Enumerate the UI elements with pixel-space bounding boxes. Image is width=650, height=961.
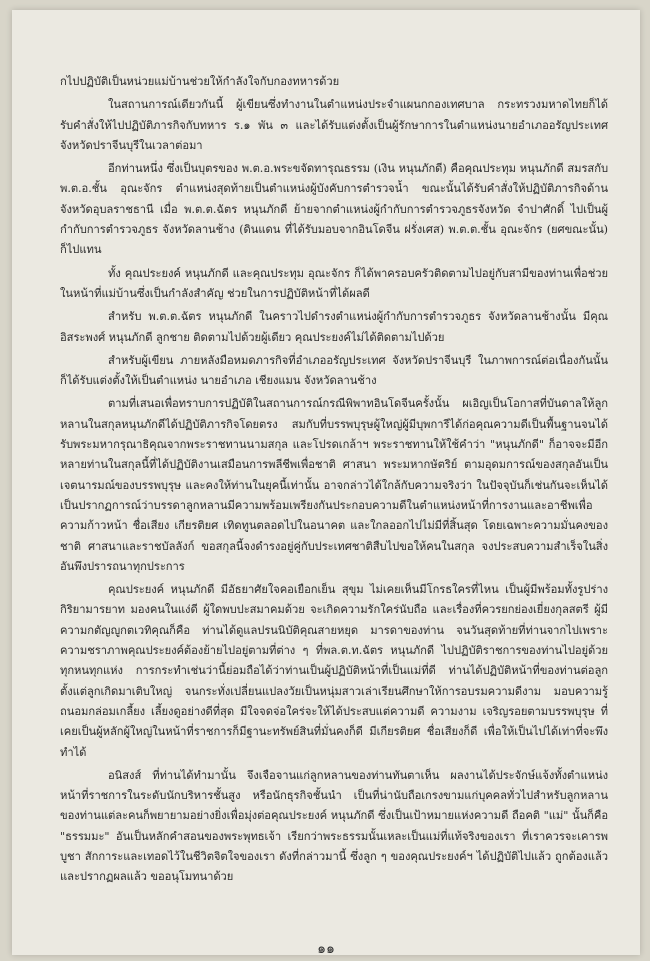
page-number: ๑๑ xyxy=(317,941,335,957)
paragraph-2: ในสถานการณ์เดียวกันนี้ ผู้เขียนซึ่งทำงานในตำแหน่งประจำแผนกกองเทศบาล กระทรวงมหาดไทยก็ได้รับคำสั่งให้ไปปฏิบัติภารกิจกับทหาร ร.๑ พัน ๓ และได้รับแต่งตั้งเป็นผู้รักษาการในตำแหน่งนายอำเภออรัญประเทศ จังหวัดปราจีนบุรีในเวลาต่อมา xyxy=(60,98,608,152)
paragraph-6: สำหรับผู้เขียน ภายหลังมือหมดภารกิจที่อำเภออรัญประเทศ จังหวัดปราจีนบุรี ในภาพการณ์ต่อเนื่องกันนั้น ก็ได้รับแต่งตั้งให้เป็นตำแหน่ง นายอำเภอ เชียงแมน จังหวัดลานช้าง xyxy=(60,353,608,388)
paragraph-5: สำหรับ พ.ต.ต.ฉัตร หนุนภักดี ในคราวไปดำรงตำแหน่งผู้กำกับการตำรวจภูธร จังหวัดลานช้างนั้น มีคุณอิสระพงศ์ หนุนภักดี ลูกชาย ติดตามไปด้วยผู้เดียว คุณประยงค์ไม่ได้ติดตามไปด้วย xyxy=(60,310,608,344)
document-page xyxy=(12,10,640,955)
paragraph-3: อีกท่านหนึ่ง ซึ่งเป็นบุตรของ พ.ต.อ.พระขจัดทารุณธรรม (เงิน หนุนภักดี) คือคุณประทุม หนุนภักดี สมรสกับ พ.ต.อ.ชั้น อุณะจักร ตำแหน่งสุดท้ายเป็นตำแหน่งผู้บังคับการตำรวจน้ำ ขณะนั้นได้รับคำสั่งให้ปฏิบัติภารกิจด้านจังหวัดอุบลราชธานี เมื่อ พ.ต.ต.ฉัตร หนุนภักดี ย้ายจากตำแหน่งผู้กำกับการตำรวจภูธรจังหวัด จำปาศักดิ์ ไปเป็นผู้กำกับการตำรวจภูธร จังหวัดลานช้าง (ดินแดน ที่ได้รับมอบจากอินโดจีน ฝรั่งเศส) พ.ต.ต.ชั้น อุณะจักร (ยศขณะนั้น) ก็ไปแทน xyxy=(60,162,608,257)
paragraph-7: ตามที่เสนอเพื่อทราบการปฏิบัติในสถานการณ์กรณีพิพาทอินโดจีนครั้งนั้น ผเอิญเป็นโอกาสที่บันดาลให้ลูกหลานในสกุลหนุนภักดีได้ปฏิบัติภารกิจโดยตรง สมกับที่บรรพบุรุษผู้ใหญ่ผู้มีบุพการีได้ก่อคุณความดีเป็นพื้นฐานจนได้รับพระมหากรุณาธิคุณจากพระราชทานนามสกุล และโปรดเกล้าฯ พระราชทานให้ใช้คำว่า "หนุนภักดี" ก็อาจจะมีอีกหลายท่านในสกุลนี้ที่ได้ปฏิบัติงานเสมือนการพลีชีพเพื่อชาติ ศาสนา พระมหากษัตริย์ ตามอุดมการณ์ของสกุลอันเป็นเจตนารมณ์ของบรรพบุรุษ และคงให้ท่านในยุคนี้เท่านั้น อาจกล่าวได้ใกล้กับความจริงว่า ในปัจจุบันก็เช่นกันจะเห็นได้เป็นปรากฏการณ์ว่าบรรดาลูกหลานมีความพร้อมเพรียงกันประกอบความดีในตำแหน่งหน้าที่การงานและอาชีพเพื่อความก้าวหน้า ชื่อเสียง เกียรติยศ เทิดทูนตลอดไปในอนาคต และใกลออกไปไม่มีที่สิ้นสุด โดยเฉพาะความมั่นคงของชาติ ศาสนาและราชบัลลังก์ ขอสกุลนี้จงดำรงอยู่คู่กับประเทศชาติสืบไปขอให้คนในสกุล จงประสบความสำเร็จในสิ่งอันพึงปรารถนาทุกประการ xyxy=(60,397,608,573)
paragraph-9: อนิสงส์ ที่ท่านได้ทำมานั้น จึงเจือจานแก่ลูกหลานของท่านทันตาเห็น ผลงานได้ประจักษ์แจ้งทั้งตำแหน่งหน้าที่ราชการในระดับนักบริหารชั้นสูง หรือนักธุรกิจชั้นนำ เป็นที่น่านับถือเกรงขามแก่บุคคลทั่วไปสำหรับลูกหลานของท่านแต่ละคนก็พยายามอย่างยิ่งเพื่อมุ่งต่อคุณประยงค์ หนุนภักดี ซึ่งเป็นเป้าหมายแห่งความดี ถือคติ "แม่" นั้นก็คือ "ธรรมมะ" อันเป็นหลักคำสอนของพระพุทธเจ้า เรียกว่าพระธรรมนั้นเหละเป็นแม่ที่แท้จริงของเรา ที่เราควรจะเคารพบูชา สักการะและเทอดไว้ในชีวิตจิตใจของเรา ดังที่กล่าวมานี้ ซึ่งลูก ๆ ของคุณประยงค์ฯ ได้ปฏิบัติไปแล้ว ถูกต้องแล้ว และปรากฏผลแล้ว ขออนุโมทนาด้วย xyxy=(60,768,608,884)
paragraph-1: กไปปฏิบัติเป็นหน่วยแม่บ้านช่วยให้กำลังใจกับกองทหารด้วย xyxy=(60,75,340,88)
paragraph-8: คุณประยงค์ หนุนภักดี มีอัธยาศัยใจคอเยือกเย็น สุขุม ไม่เคยเห็นมีโกรธใครที่ไหน เป็นผู้มีพร้อมทั้งรูปร่าง กิริยามารยาท มองคนในแง่ดี ผู้ใดพบปะสมาคมด้วย จะเกิดความรักใคร่นับถือ และเรื่องที่ควรยกย่องเยี่ยงกุลสตรี ผู้มีความกตัญญูกตเวทิคุณก็คือ ท่านได้ดูแลปรนนิบัติคุณสายหยุด มารดาของท่าน จนวันสุดท้ายที่ท่านจากไปเพราะความชราภาพคุณประยงค์ต้องย้ายไปอยู่ตามที่ต่าง ๆ ที่พล.ต.ท.ฉัตร หนุนภักดี ไปปฏิบัติราชการของท่านไปอยู่ด้วยทุกหนทุกแห่ง การกระทำเช่นว่านี้ย่อมถือได้ว่าท่านเป็นผู้ปฏิบัติหน้าที่เป็นแม่ที่ดี ท่านได้ปฏิบัติหน้าที่ของท่านต่อลูก ตั้งแต่ลูกเกิดมาเติบใหญ่ จนกระทั่งเปลี่ยนแปลงวัยเป็นหนุ่มสาวเล่าเรียนศึกษาให้การอบรมความดีงาม มอบความรู้ ถนอมกล่อมเกลี้ยง เลี้ยงดูอย่างดีที่สุด มีใจจดจ่อใคร่จะให้ได้ประสบแต่ความดี ความงาม เจริญรอยตามบรรพบุรุษ ที่เคยเป็นผู้หลักผู้ใหญ่ในหน้าที่ราชการก็มีฐานะทรัพย์สินที่มั่นคงก็ดี มีเกียรติยศ ชื่อเสียงก็ดี เพื่อให้เป็นไปได้เท่าที่จะพึงทำได้ xyxy=(60,583,608,759)
page-body xyxy=(60,72,608,891)
paragraph-4: ทั้ง คุณประยงค์ หนุนภักดี และคุณประทุม อุณะจักร ก็ได้พาครอบครัวติดตามไปอยู่กับสามีของท่านเพื่อช่วยในหน้าที่แม่บ้านซึ่งเป็นกำลังสำคัญ ช่วยในการปฏิบัติหน้าที่ได้ผลดี xyxy=(60,266,608,300)
